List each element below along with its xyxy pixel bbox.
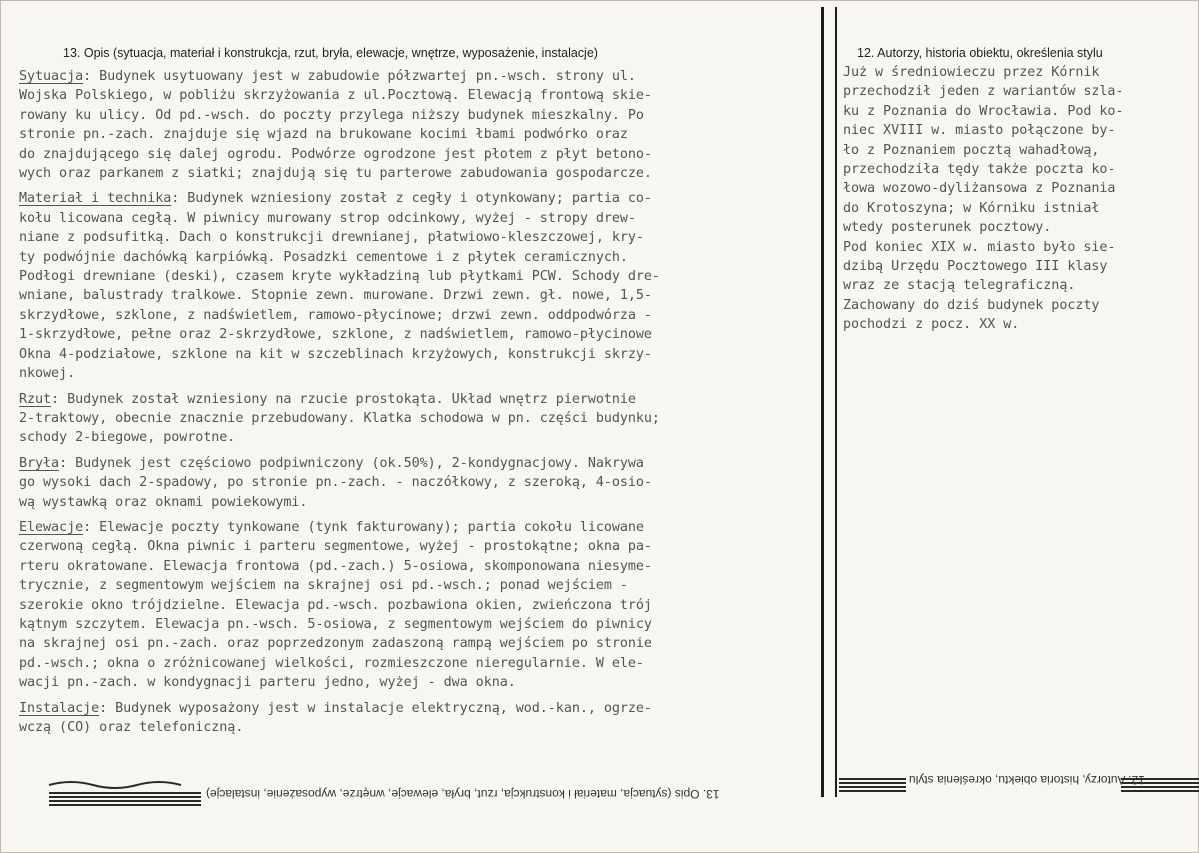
line-text: rteru okratowane. Elewacja frontowa (pd.-zach.) 5-osiowa, skomponowana niesyme- [19, 558, 652, 574]
line-text: ty podwójnie dachówką karpiówką. Posadzki cementowe i z płytek ceramicznych. [19, 249, 628, 265]
text-line [19, 473, 660, 492]
line-text: Okna 4-podziałowe, szklone na kit w szczeblinach krzyżowych, konstrukcji skrzy- [19, 346, 652, 362]
line-text: wacji pn.-zach. w kondygnacji parteru jedno, wyżej - dwa okna. [19, 675, 516, 691]
line-text: szerokie okno trójdzielne. Elewacja pd.-wsch. pozbawiona okien, zwieńczona trój [19, 597, 652, 613]
line-text: kołu licowana cegłą. W piwnicy murowany strop odcinkowy, wyżej - stropy drew- [19, 210, 636, 226]
text-line [19, 306, 660, 325]
text-line [19, 718, 660, 737]
line-text: : Budynek usytuowany jest w zabudowie półzwartej pn.-wsch. strony ul. [83, 69, 636, 84]
line-text: trycznie, z segmentowym wejściem na skrajnej osi pd.-wsch.; ponad wejściem - [19, 578, 628, 594]
line-text: wą wystawką oraz oknami powiekowymi. [19, 494, 308, 510]
column-divider-inner [835, 7, 837, 797]
history-header: 12. Autorzy, historia obiektu, określenia stylu [857, 46, 1103, 60]
line-text: : Budynek został wzniesiony na rzucie prostokąta. Układ wnętrz pierwotnie [51, 391, 636, 407]
line-text: Wojska Polskiego, w pobliżu skrzyżowania z ul.Pocztową. Elewacją frontową skie- [19, 88, 652, 104]
text-line [19, 615, 660, 634]
line-text: 1-skrzydłowe, pełne oraz 2-skrzydłowe, szklone, z nadświetlem, ramowo-płycinowe [19, 327, 652, 343]
line-text: 2-traktowy, obecnie znacznie przebudowany. Klatka schodowa w pn. części budynku; [19, 410, 660, 426]
section-label: Rzut [19, 391, 52, 407]
history-line: niec XVIII w. miasto połączone by- [843, 123, 1116, 139]
line-text: wniane, balustrady tralkowe. Stopnie zewn. murowane. Drzwi zewn. gł. nowe, 1,5- [19, 288, 652, 304]
history-line: Zachowany do dziś budynek poczty [843, 297, 1100, 313]
line-text: rowany ku ulicy. Od pd.-wsch. do poczty przylega niższy budynek mieszkalny. Po [19, 107, 644, 123]
line-text: wych oraz parkanem z siatki; znajdują się tu parterowe zabudowania gospodarcze. [19, 166, 652, 182]
text-line [19, 67, 660, 86]
history-line: dzibą Urzędu Pocztowego III klasy [843, 259, 1108, 275]
column-divider [821, 7, 824, 797]
text-line [19, 209, 660, 228]
section-instalacje [19, 699, 660, 738]
text-line [19, 189, 660, 208]
section-bryła [19, 454, 660, 512]
line-text: wczą (CO) oraz telefoniczną. [19, 720, 244, 735]
text-line [19, 409, 660, 428]
history-line: Pod koniec XIX w. miasto było sie- [843, 239, 1116, 255]
section-elewacje [19, 518, 660, 693]
section-label: Materiał i technika [19, 191, 172, 207]
text-line [19, 364, 660, 383]
history-line: Już w średniowieczu przez Kórnik [843, 65, 1100, 80]
text-line [19, 267, 660, 286]
history-text [843, 63, 1123, 335]
section-label: Sytuacja [19, 69, 84, 84]
line-text: do znajdującego się dalej ogrodu. Podwórze ogrodzone jest płotem z płyt betono- [19, 146, 652, 162]
text-line [19, 106, 660, 125]
line-text: skrzydłowe, szklone, z nadświetlem, ramowo-płycinowe; drzwi zewn. oddpodwórza - [19, 307, 652, 323]
line-text: : Budynek jest częściowo podpiwniczony (ok.50%), 2-kondygnacjowy. Nakrywa [59, 455, 644, 471]
history-line: pochodzi z pocz. XX w. [843, 317, 1020, 333]
text-line [19, 164, 660, 183]
line-text: kątnym szczytem. Elewacja pn.-wsch. 5-osiowa, z segmentowym wejściem do piwnicy [19, 616, 652, 632]
line-text: pd.-wsch.; okna o zróżnicowanej wielkości, rozmieszczone nieregularnie. W ele- [19, 655, 644, 671]
history-line: przechodził jeden z wariantów szla- [843, 84, 1124, 100]
text-line [19, 576, 660, 595]
text-line [19, 518, 660, 537]
line-text: Podłogi drewniane (deski), czasem kryte wykładziną lub płytkami PCW. Schody dre- [19, 269, 660, 285]
line-text: : Budynek wyposażony jest w instalacje elektryczną, wod.-kan., ogrze- [99, 700, 652, 716]
section-label: Bryła [19, 455, 60, 471]
line-text: na skrajnej osi pn.-zach. oraz poprzedzonym zadaszoną rampą wejściem po stronie [19, 636, 652, 652]
text-line [19, 145, 660, 164]
line-text: niane z podsufitką. Dach o konstrukcji drewnianej, płatwiowo-kleszczowej, kry- [19, 230, 644, 246]
text-line [19, 125, 660, 144]
line-text: stronie pn.-zach. znajduje się wjazd na brukowane kocimi łbami podwórko oraz [19, 127, 628, 143]
section-label: Elewacje [19, 519, 84, 535]
text-line [19, 654, 660, 673]
text-line [19, 345, 660, 364]
text-line [19, 325, 660, 344]
history-line: do Krotoszyna; w Kórniku istniał [843, 200, 1100, 216]
line-text: : Elewacje poczty tynkowane (tynk fakturowany); partia cokołu licowane [83, 519, 644, 535]
reversed-description-header: 13. Opis (sytuacja, materiał i konstrukcja, rzut, bryła, elewacje, wnętrze, wyposażenie, instalacje) [206, 787, 720, 801]
line-text: schody 2-biegowe, powrotne. [19, 430, 236, 446]
reversed-history-header: 12. Autorzy, historia obiektu, określenia stylu [909, 773, 1145, 787]
text-line [19, 699, 660, 718]
history-line: łowa wozowo-dyliżansowa z Poznania [843, 181, 1116, 197]
text-line [19, 634, 660, 653]
section-sytuacja [19, 67, 660, 183]
text-line [19, 428, 660, 447]
description-header: 13. Opis (sytuacja, materiał i konstrukcja, rzut, bryła, elewacje, wnętrze, wyposażenie, instalacje) [63, 46, 598, 60]
text-line [19, 557, 660, 576]
line-text: : Budynek wzniesiony został z cegły i otynkowany; partia co- [171, 191, 652, 207]
text-line [19, 248, 660, 267]
section-rzut [19, 390, 660, 448]
line-text: go wysoki dach 2-spadowy, po stronie pn.-zach. - naczółkowy, z szeroką, 4-osio- [19, 475, 652, 491]
text-line [19, 228, 660, 247]
history-line: ku z Poznania do Wrocławia. Pod ko- [843, 103, 1124, 119]
text-line [19, 286, 660, 305]
history-line: wraz ze stacją telegraficzną. [843, 278, 1076, 294]
text-line [19, 86, 660, 105]
text-line [19, 493, 660, 512]
text-line [19, 454, 660, 473]
text-line [19, 537, 660, 556]
line-text: czerwoną cegłą. Okna piwnic i parteru segmentowe, wyżej - prostokątne; okna pa- [19, 539, 652, 555]
section-label: Instalacje [19, 700, 100, 716]
section-materiał-i-technika [19, 189, 660, 383]
text-line [19, 673, 660, 692]
description-text [19, 67, 660, 737]
history-line: ło z Poznaniem pocztą wahadłową, [843, 142, 1100, 158]
text-line [19, 390, 660, 409]
history-line: przechodziła tędy także poczta ko- [843, 162, 1116, 178]
line-text: nkowej. [19, 366, 76, 382]
history-line: wtedy posterunek pocztowy. [843, 220, 1052, 236]
text-line [19, 596, 660, 615]
